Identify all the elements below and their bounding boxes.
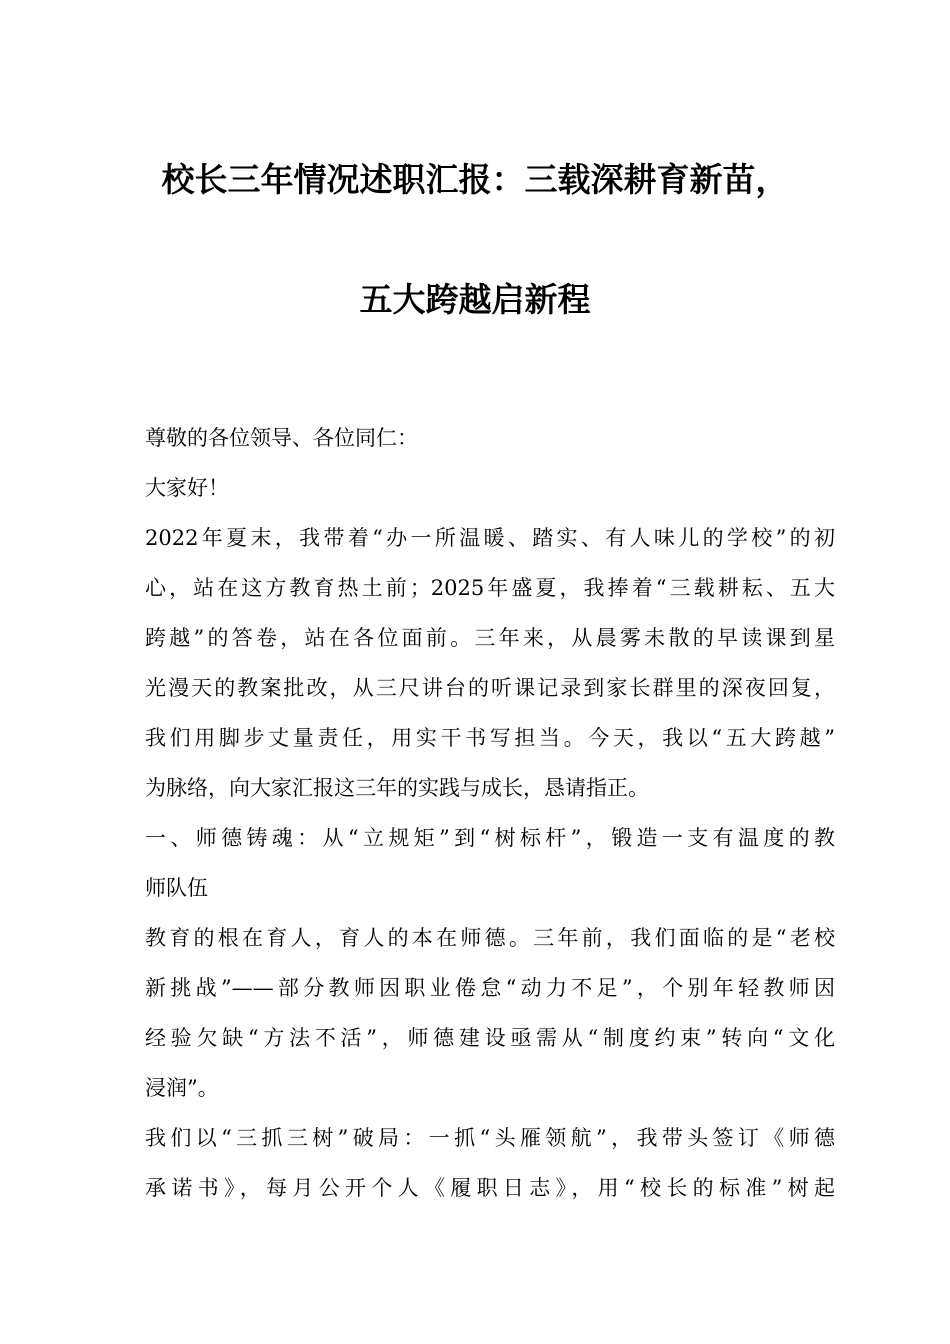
body-line: 2022年夏末，我带着“办一所温暖、踏实、有人味儿的学校”的初 [145,526,835,550]
body-line: 光漫天的教案批改，从三尺讲台的听课记录到家长群里的深夜回复， [145,676,835,700]
document-body [145,413,835,1213]
body-line: 承诺书》，每月公开个人《履职日志》，用“校长的标准”树起 [145,1176,835,1200]
body-line: 我们用脚步丈量责任，用实干书写担当。今天，我以“五大跨越” [145,726,835,750]
body-line: 浸润”。 [145,1076,219,1100]
body-line: 新挑战”——部分教师因职业倦怠“动力不足”，个别年轻教师因 [145,976,835,1000]
body-line: 为脉络，向大家汇报这三年的实践与成长，恳请指正。 [145,776,649,800]
section-heading-line: 师队伍 [145,876,208,900]
salutation-line: 尊敬的各位领导、各位同仁： [145,426,418,450]
body-line: 经验欠缺“方法不活”，师德建设亟需从“制度约束”转向“文化 [145,1026,835,1050]
section-heading-line: 一、师德铸魂：从“立规矩”到“树标杆”，锻造一支有温度的教 [145,826,835,850]
body-line: 我们以“三抓三树”破局：一抓“头雁领航”，我带头签订《师德 [145,1126,835,1150]
body-line: 跨越”的答卷，站在各位面前。三年来，从晨雾未散的早读课到星 [145,626,835,650]
document-title-line-1: 校长三年情况述职汇报：三载深耕育新苗， [161,160,789,199]
body-line: 心，站在这方教育热土前；2025年盛夏，我捧着“三载耕耘、五大 [145,576,835,600]
body-line: 教育的根在育人，育人的本在师德。三年前，我们面临的是“老校 [145,926,835,950]
greeting-line: 大家好！ [145,476,229,500]
document-title-line-2: 五大跨越启新程 [359,280,591,319]
